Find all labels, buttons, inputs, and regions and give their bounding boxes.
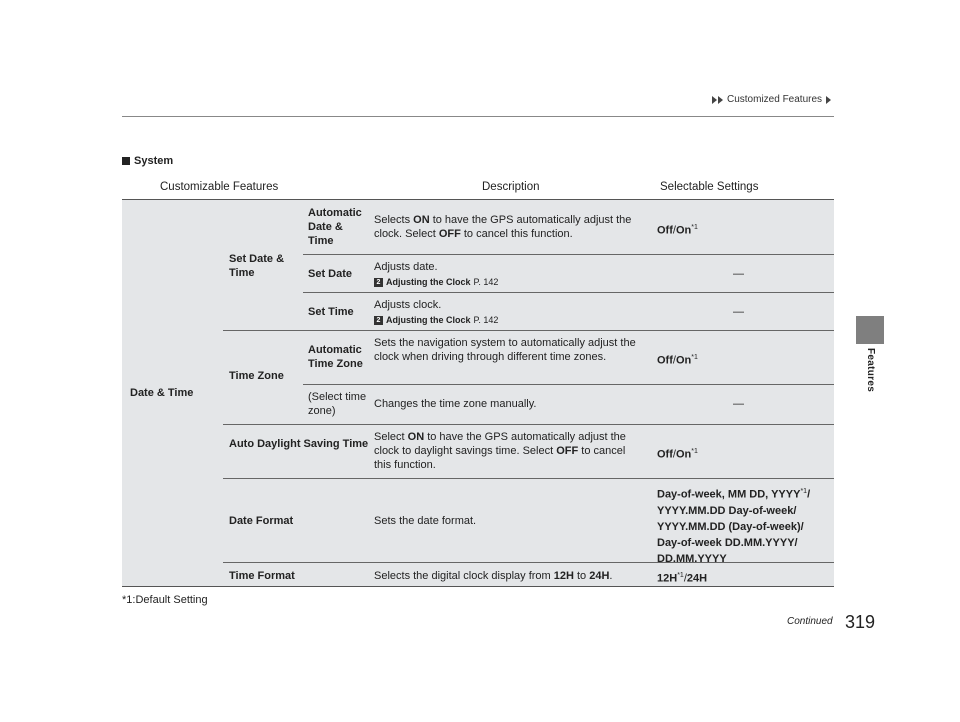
breadcrumb-label: Customized Features (727, 94, 823, 105)
column-header-features: Customizable Features (160, 181, 279, 193)
row-setting-automatic-date-time: Off/On$^{*1}$ (657, 224, 698, 237)
row-desc-date-format: Sets the date format. (374, 515, 477, 527)
row-divider (303, 384, 834, 385)
row-setting-select-time-zone: — (733, 398, 744, 410)
row-name-automatic-time-zone: Automatic Time Zone (308, 344, 363, 370)
row-divider (303, 292, 834, 293)
breadcrumb-arrow-icon (826, 96, 831, 104)
reference-arrow-icon: 2 (374, 278, 383, 287)
breadcrumb-arrows-icon (712, 96, 723, 104)
row-name-set-time: Set Time (308, 306, 354, 318)
row-desc-set-date: Adjusts date. 2 Adjusting the Clock P. 142 (374, 260, 644, 289)
row-desc-automatic-time-zone: Sets the navigation system to automatically adjust the clock when driving through different time zones. (374, 337, 636, 363)
row-divider (223, 424, 834, 425)
section-title-text: System (134, 155, 174, 167)
section-title (122, 155, 173, 167)
row-setting-time-format: $12H^{*1}/24H$ (657, 572, 708, 585)
column-header-settings: Selectable Settings (660, 181, 759, 193)
row-desc-automatic-date-time: Selects ON to have the GPS automatically adjust the clock. Select OFF to cancel this function. (374, 214, 632, 240)
date-format-option: DD.MM.YYYY (657, 552, 727, 565)
row-name-select-time-zone: (Select time zone) (308, 391, 367, 417)
row-desc-time-format: Selects the digital clock display from 12H to 24H. (374, 570, 613, 582)
row-divider (303, 254, 834, 255)
continued-label: Continued (787, 616, 833, 627)
row-setting-auto-daylight-saving: Off/On$^{*1}$ (657, 448, 698, 461)
row-setting-set-date: — (733, 268, 744, 280)
row-desc-auto-daylight-saving: Select ON to have the GPS automatically adjust the clock to daylight savings time. Select OFF to cancel this function. (374, 431, 626, 471)
page-reference: 2 Adjusting the Clock P. 142 (374, 275, 644, 289)
date-format-option: Day-of-week, MM DD, YYYY$^{*1}$/ (657, 488, 811, 501)
date-format-option: YYYY.MM.DD Day-of-week/ (657, 504, 797, 517)
row-divider (223, 478, 834, 479)
reference-arrow-icon: 2 (374, 316, 383, 325)
column-header-description: Description (482, 181, 540, 193)
header-divider (122, 116, 834, 117)
row-desc-select-time-zone: Changes the time zone manually. (374, 398, 537, 410)
breadcrumb (712, 94, 831, 105)
row-name-automatic-date-time: Automatic Date & Time (308, 207, 362, 247)
row-setting-set-time: — (733, 306, 744, 318)
row-name-auto-daylight-saving: Auto Daylight Saving Time (229, 438, 369, 450)
date-format-option: Day-of-week DD.MM.YYYY/ (657, 536, 798, 549)
settings-table (122, 200, 834, 586)
group-label-date-time: Date & Time (130, 387, 194, 399)
section-bullet-icon (122, 157, 130, 165)
chapter-tab-label: Features (865, 348, 876, 393)
row-setting-date-format (657, 484, 832, 567)
chapter-tab-marker (856, 316, 884, 344)
row-name-date-format: Date Format (229, 515, 294, 527)
page-reference: 2 Adjusting the Clock P. 142 (374, 313, 644, 327)
row-name-set-date: Set Date (308, 268, 353, 280)
table-bottom-divider (122, 586, 834, 587)
footnote: *1:Default Setting (122, 594, 208, 606)
row-desc-set-time: Adjusts clock. 2 Adjusting the Clock P. 142 (374, 298, 644, 327)
sub-label-time-zone: Time Zone (229, 370, 284, 382)
row-setting-automatic-time-zone: Off/On$^{*1}$ (657, 354, 698, 367)
row-name-time-format: Time Format (229, 570, 295, 582)
page-number: 319 (845, 612, 876, 632)
sub-label-set-date-time: Set Date & Time (229, 253, 285, 279)
row-divider (223, 330, 834, 331)
date-format-option: YYYY.MM.DD (Day-of-week)/ (657, 520, 804, 533)
